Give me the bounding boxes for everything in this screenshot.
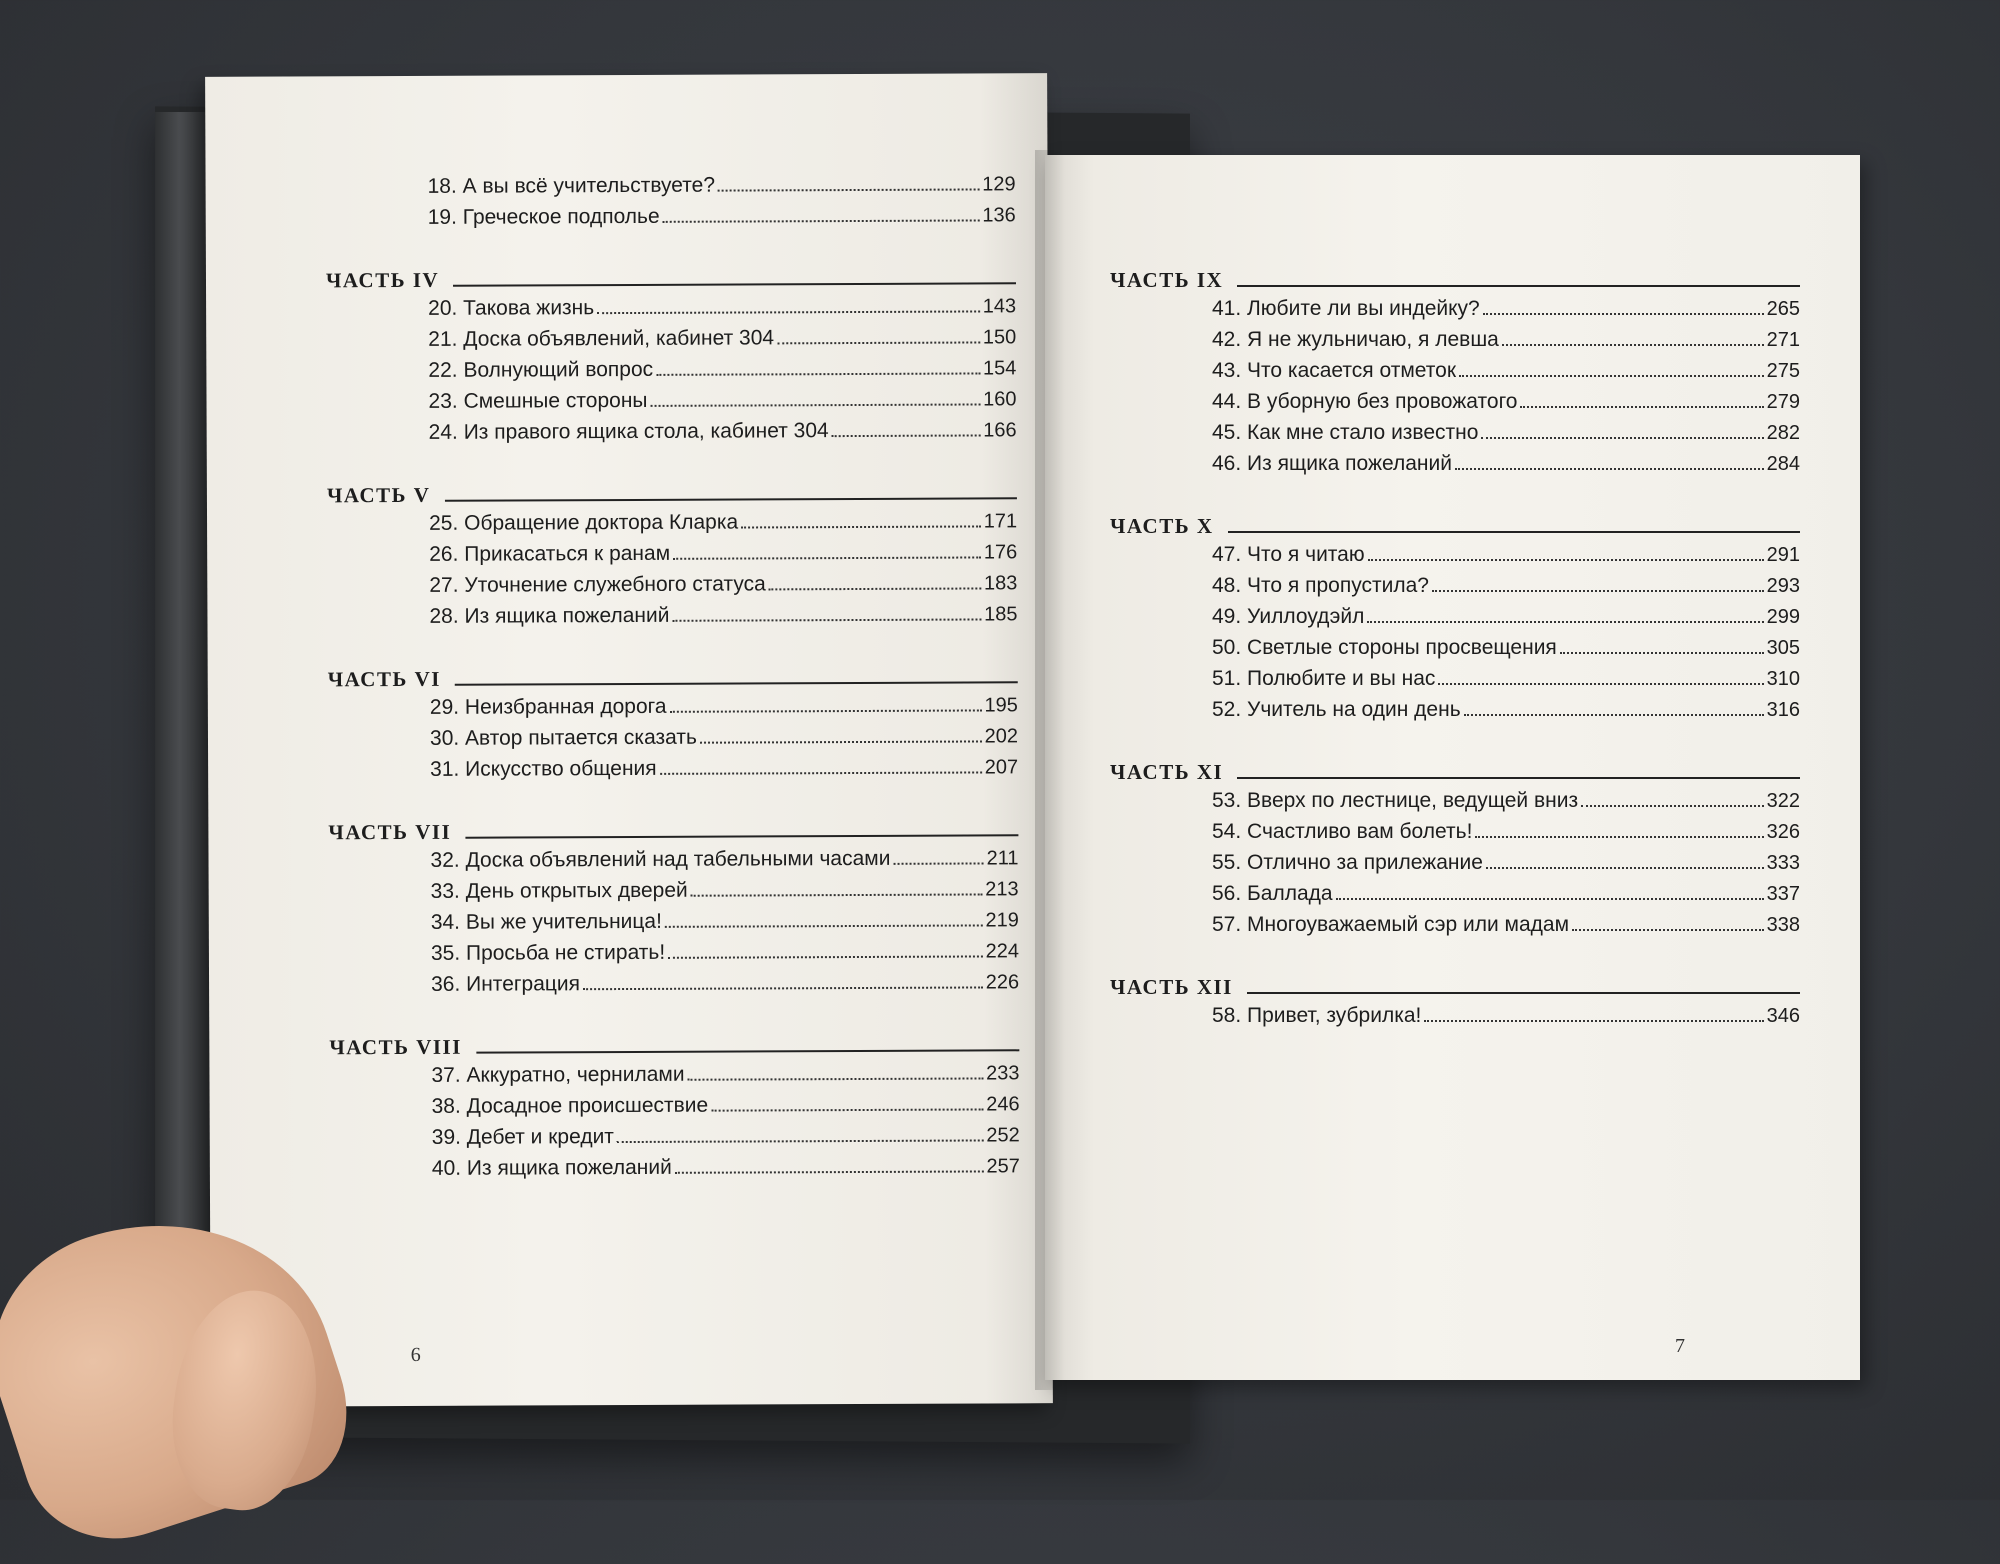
toc-entry-page: 183: [983, 572, 1018, 595]
toc-entry-page: 136: [982, 204, 1016, 227]
toc-entry: [1212, 539, 1800, 570]
toc-dot-leader: [1520, 406, 1763, 408]
toc-entry: [430, 842, 1018, 876]
toc-entry-title: 37. Аккуратно, чернилами: [431, 1062, 685, 1087]
toc-dot-leader: [1336, 898, 1764, 900]
toc-entry: [1212, 355, 1800, 386]
toc-entry-page: 246: [986, 1093, 1020, 1116]
toc-entry-page: 207: [984, 756, 1019, 779]
part-rule: [465, 834, 1018, 838]
part-heading: [1110, 966, 1800, 1000]
toc-dot-leader: [1475, 836, 1763, 838]
toc-entry-title: 29. Неизбранная дорога: [429, 694, 667, 719]
toc-entry-title: 53. Вверх по лестнице, ведущей вниз: [1212, 789, 1579, 812]
toc-entry-page: 129: [982, 173, 1016, 196]
toc-entry-page: 233: [986, 1062, 1020, 1085]
toc-entry: [1212, 570, 1800, 601]
toc-entry-title: 39. Дебет и кредит: [431, 1125, 614, 1149]
toc-entry-title: 58. Привет, зубрилка!: [1212, 1004, 1422, 1027]
left-page: [205, 73, 1053, 1407]
toc-entry: [1212, 816, 1800, 847]
toc-entry-page: 219: [985, 909, 1019, 932]
part-rule: [476, 1049, 1019, 1053]
toc-entry: [1212, 632, 1800, 663]
toc-entry-page: 293: [1766, 575, 1800, 597]
toc-dot-leader: [1581, 805, 1764, 807]
toc-entry-title: 50. Светлые стороны просвещения: [1212, 636, 1557, 659]
toc-dot-leader: [688, 1077, 984, 1080]
toc-entry-title: 52. Учитель на один день: [1212, 698, 1461, 721]
toc-dot-leader: [741, 525, 981, 528]
toc-dot-leader: [777, 341, 980, 344]
part-heading: [329, 1023, 1019, 1060]
toc-entry-page: 143: [982, 295, 1017, 318]
toc-entry: [428, 290, 1016, 324]
toc-entry: [1212, 448, 1800, 479]
toc-entry-page: 310: [1766, 668, 1800, 690]
toc-entry: [428, 199, 1016, 233]
toc-dot-leader: [1432, 590, 1764, 592]
toc-entry: [429, 598, 1017, 632]
toc-entry: [1212, 663, 1800, 694]
toc-entry-page: 326: [1766, 821, 1800, 843]
part-rule: [444, 497, 1016, 501]
toc-entry-page: 265: [1766, 298, 1800, 320]
toc-entry-page: 176: [983, 541, 1018, 564]
right-parts: [1110, 259, 1800, 1031]
toc-entry: [432, 1088, 1020, 1122]
part-label: ЧАСТЬ IV: [325, 267, 440, 293]
toc-entry: [1212, 694, 1800, 725]
part-heading: [328, 808, 1018, 845]
toc-entry: [430, 720, 1018, 754]
toc-entry-page: 154: [982, 357, 1017, 380]
toc-entry-page: 185: [984, 603, 1018, 626]
toc-entry-title: 48. Что я пропустила?: [1212, 574, 1429, 597]
toc-entry: [429, 505, 1017, 539]
toc-entry-page: 213: [985, 878, 1019, 901]
left-toc: [326, 168, 1020, 1184]
toc-dot-leader: [691, 893, 983, 896]
part-label: ЧАСТЬ VI: [327, 666, 441, 692]
toc-entry: [429, 567, 1017, 601]
toc-dot-leader: [665, 924, 983, 927]
book-gutter-shadow: [1035, 150, 1065, 1390]
part-label: ЧАСТЬ VIII: [329, 1034, 462, 1060]
toc-dot-leader: [1367, 621, 1763, 623]
toc-entry-page: 160: [983, 388, 1017, 411]
toc-entry-title: 34. Вы же учительница!: [430, 909, 662, 934]
toc-entry-title: 44. В уборную без провожатого: [1212, 390, 1518, 413]
toc-entry-title: 31. Искусство общения: [430, 756, 657, 781]
toc-entry-title: 26. Прикасаться к ранам: [429, 541, 671, 566]
toc-entry-page: 202: [984, 725, 1019, 748]
part-entries: [327, 505, 1018, 632]
toc-entry-page: 322: [1766, 790, 1800, 812]
toc-dot-leader: [1438, 683, 1763, 685]
part-heading: [1110, 505, 1800, 539]
toc-entry-page: 150: [982, 326, 1017, 349]
toc-entry: [1212, 601, 1800, 632]
toc-entry-title: 36. Интеграция: [431, 972, 581, 996]
part-entries: [326, 290, 1017, 448]
toc-entry-title: 57. Многоуважаемый сэр или мадам: [1212, 913, 1570, 936]
toc-entry-page: 195: [984, 694, 1018, 717]
toc-entry-title: 20. Такова жизнь: [428, 296, 595, 320]
toc-entry-title: 30. Автор пытается сказать: [429, 725, 697, 750]
part-entries: [1110, 539, 1800, 725]
toc-entry-title: 55. Отлично за прилежание: [1212, 851, 1483, 874]
toc-entry-title: 40. Из ящика пожеланий: [431, 1155, 672, 1180]
toc-entry-title: 23. Смешные стороны: [428, 388, 648, 413]
toc-entry-page: 316: [1766, 699, 1800, 721]
toc-dot-leader: [672, 618, 981, 621]
toc-entry-title: 47. Что я читаю: [1212, 543, 1365, 566]
toc-entry-title: 18. А вы всё учительствуете?: [427, 173, 716, 198]
left-top-entries: [326, 168, 1016, 233]
toc-dot-leader: [670, 709, 982, 712]
part-entries: [1110, 785, 1800, 940]
part-label: ЧАСТЬ XI: [1110, 760, 1224, 784]
toc-entry-title: 42. Я не жульничаю, я левша: [1212, 328, 1499, 351]
toc-entry-title: 33. День открытых дверей: [430, 878, 688, 903]
toc-entry: [1212, 386, 1800, 417]
toc-entry-title: 19. Греческое подполье: [427, 204, 660, 229]
toc-dot-leader: [656, 372, 980, 375]
toc-dot-leader: [1483, 313, 1764, 315]
toc-entry: [429, 414, 1017, 448]
toc-entry-page: 252: [986, 1124, 1020, 1147]
part-label: ЧАСТЬ IX: [1110, 268, 1224, 292]
toc-dot-leader: [1424, 1020, 1763, 1022]
toc-entry-title: 24. Из правого ящика стола, кабинет 304: [428, 419, 829, 444]
part-rule: [1247, 992, 1800, 994]
toc-entry-page: 279: [1766, 391, 1800, 413]
part-label: ЧАСТЬ V: [326, 482, 431, 508]
toc-entry-page: 291: [1766, 544, 1800, 566]
toc-entry: [1212, 1000, 1800, 1031]
part-rule: [453, 282, 1016, 286]
part-heading: [1110, 751, 1800, 785]
toc-dot-leader: [893, 862, 983, 864]
part-rule: [1228, 531, 1800, 533]
toc-entry-page: 226: [985, 971, 1020, 994]
toc-dot-leader: [1455, 468, 1764, 470]
part-rule: [1237, 777, 1800, 779]
toc-entry-page: 305: [1766, 637, 1800, 659]
toc-entry-page: 271: [1766, 329, 1800, 351]
part-entries: [1110, 1000, 1800, 1031]
toc-entry: [430, 689, 1018, 723]
part-rule: [455, 681, 1018, 685]
toc-dot-leader: [711, 1108, 983, 1111]
toc-entry: [428, 352, 1016, 386]
toc-dot-leader: [1560, 652, 1764, 654]
toc-entry: [1212, 878, 1800, 909]
toc-dot-leader: [597, 310, 980, 314]
part-heading: [326, 256, 1016, 293]
toc-entry-page: 282: [1766, 422, 1800, 444]
toc-entry: [428, 321, 1016, 355]
toc-entry-page: 346: [1766, 1005, 1800, 1027]
toc-entry-title: 54. Счастливо вам болеть!: [1212, 820, 1473, 843]
toc-entry: [430, 751, 1018, 785]
toc-entry: [431, 873, 1019, 907]
toc-dot-leader: [668, 955, 982, 958]
toc-entry: [1212, 847, 1800, 878]
toc-entry-title: 21. Доска объявлений, кабинет 304: [428, 326, 775, 351]
toc-entry-page: 171: [983, 510, 1018, 533]
toc-entry: [1212, 417, 1800, 448]
toc-entry: [1212, 293, 1800, 324]
toc-dot-leader: [1486, 867, 1764, 869]
toc-entry: [429, 536, 1017, 570]
toc-entry-title: 28. Из ящика пожеланий: [429, 603, 670, 628]
toc-entry: [428, 383, 1016, 417]
toc-dot-leader: [700, 740, 982, 743]
page-number-left: 6: [410, 1343, 421, 1366]
toc-dot-leader: [1572, 929, 1764, 931]
toc-dot-leader: [651, 403, 981, 406]
toc-entry-page: 338: [1766, 914, 1800, 936]
toc-entry-title: 51. Полюбите и вы нас: [1212, 667, 1436, 690]
toc-dot-leader: [673, 556, 981, 559]
part-heading: [327, 471, 1017, 508]
toc-entry-page: 284: [1766, 453, 1800, 475]
part-entries: [328, 689, 1018, 785]
toc-entry-page: 257: [986, 1155, 1020, 1178]
toc-entry-title: 32. Доска объявлений над табельными часами: [430, 846, 891, 872]
toc-entry: [1212, 785, 1800, 816]
toc-entry: [431, 935, 1019, 969]
toc-entry: [431, 966, 1019, 1000]
toc-entry-title: 56. Баллада: [1212, 882, 1333, 905]
toc-dot-leader: [1502, 344, 1764, 346]
part-entries: [1110, 293, 1800, 479]
toc-entry: [428, 168, 1016, 202]
toc-entry-title: 38. Досадное происшествие: [431, 1093, 709, 1118]
toc-dot-leader: [675, 1170, 984, 1173]
part-rule: [1237, 285, 1800, 287]
toc-dot-leader: [832, 434, 981, 437]
part-entries: [329, 1057, 1020, 1184]
toc-dot-leader: [718, 188, 979, 191]
toc-entry-title: 49. Уиллоудэйл: [1212, 605, 1365, 628]
toc-entry: [431, 904, 1019, 938]
part-entries: [328, 842, 1019, 1000]
toc-entry-title: 27. Уточнение служебного статуса: [429, 572, 766, 597]
toc-dot-leader: [663, 219, 980, 222]
left-parts: [326, 256, 1020, 1184]
toc-entry-page: 299: [1766, 606, 1800, 628]
toc-dot-leader: [1481, 437, 1763, 439]
part-label: ЧАСТЬ VII: [328, 819, 452, 845]
part-label: ЧАСТЬ X: [1110, 514, 1214, 538]
toc-dot-leader: [583, 986, 983, 990]
toc-dot-leader: [1459, 375, 1764, 377]
toc-entry: [432, 1119, 1020, 1153]
toc-entry: [1212, 909, 1800, 940]
part-heading: [1110, 259, 1800, 293]
toc-dot-leader: [769, 587, 981, 590]
toc-entry-title: 25. Обращение доктора Кларка: [429, 510, 739, 535]
toc-dot-leader: [1464, 714, 1764, 716]
toc-entry-title: 45. Как мне стало известно: [1212, 421, 1479, 444]
toc-entry-title: 35. Просьба не стирать!: [430, 940, 666, 965]
part-label: ЧАСТЬ XII: [1110, 975, 1233, 999]
toc-entry-page: 211: [986, 847, 1019, 870]
toc-entry: [431, 1057, 1019, 1091]
toc-entry-title: 22. Волнующий вопрос: [428, 357, 654, 382]
right-toc: [1110, 233, 1800, 1031]
right-page: [1045, 155, 1860, 1380]
toc-entry: [432, 1150, 1020, 1184]
page-number-right: 7: [1675, 1335, 1685, 1357]
toc-entry-page: 166: [983, 419, 1017, 442]
toc-entry-title: 43. Что касается отметок: [1212, 359, 1457, 382]
toc-entry-title: 41. Любите ли вы индейку?: [1212, 297, 1480, 320]
toc-entry-page: 275: [1766, 360, 1800, 382]
toc-entry: [1212, 324, 1800, 355]
toc-dot-leader: [660, 771, 982, 774]
part-heading: [328, 655, 1018, 692]
toc-entry-page: 333: [1766, 852, 1800, 874]
toc-entry-page: 224: [985, 940, 1019, 963]
toc-entry-title: 46. Из ящика пожеланий: [1212, 452, 1452, 475]
toc-dot-leader: [617, 1139, 983, 1143]
toc-dot-leader: [1368, 559, 1764, 561]
toc-entry-page: 337: [1766, 883, 1800, 905]
